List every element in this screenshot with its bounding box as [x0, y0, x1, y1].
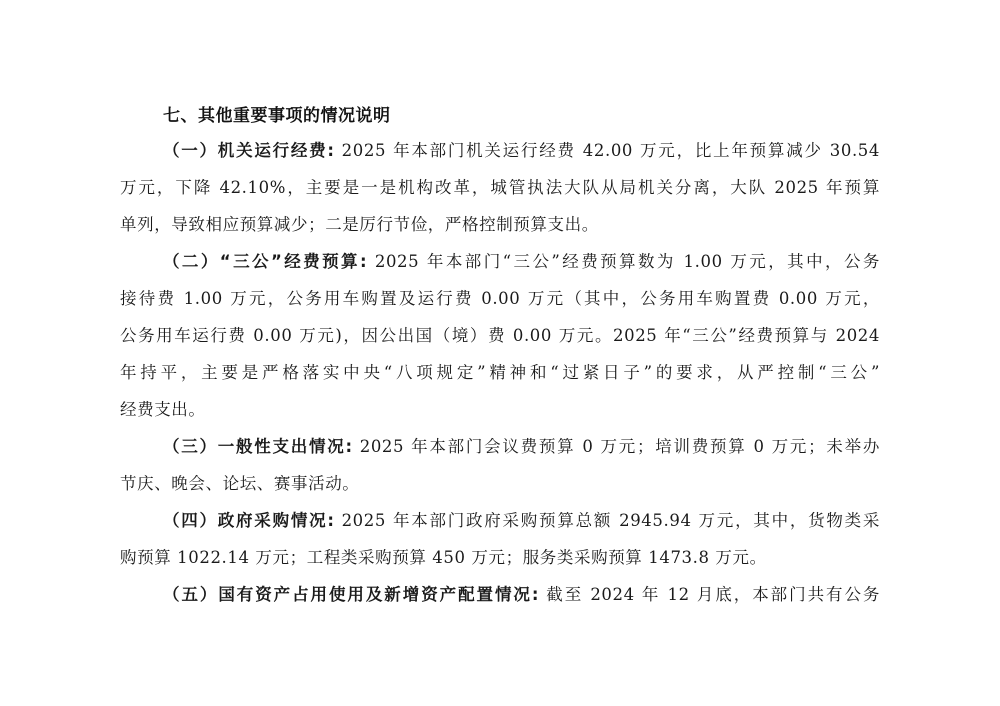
paragraph-3-text: 2025 年本部门会议费预算 0 万元；培训费预算 0 万元；未举办 [352, 437, 880, 456]
paragraph-4-text: 2025 年本部门政府采购预算总额 2945.94 万元，其中，货物类采 [334, 511, 880, 530]
paragraph-2-line-5: 经费支出。 [120, 400, 206, 419]
paragraph-2-line-2: 接待费 1.00 万元，公务用车购置及运行费 0.00 万元（其中，公务用车购置费 0.00 万元， [120, 289, 880, 308]
paragraph-2-line-3: 公务用车运行费 0.00 万元)，因公出国（境）费 0.00 万元。2025 年“三公”经费预算与 2024 [120, 326, 880, 345]
paragraph-2-text: 2025 年本部门“三公”经费预算数为 1.00 万元，其中，公务 [367, 252, 880, 271]
paragraph-4-line-1 [163, 509, 880, 533]
paragraph-1-line-1 [163, 139, 880, 163]
paragraph-4-lead: （四）政府采购情况: [163, 511, 335, 530]
paragraph-5-lead: （五）国有资产占用使用及新增资产配置情况: [163, 585, 540, 604]
paragraph-2-lead: （二）“三公”经费预算: [163, 252, 368, 271]
paragraph-3-line-2: 节庆、晚会、论坛、赛事活动。 [120, 474, 360, 493]
paragraph-2-line-1 [163, 250, 880, 274]
paragraph-1-line-2: 万元，下降 42.10%，主要是一是机构改革，城管执法大队从局机关分离，大队 2025 年预算 [120, 178, 880, 197]
paragraph-5-text: 截至 2024 年 12 月底，本部门共有公务 [539, 585, 880, 604]
paragraph-1-lead: （一）机关运行经费: [163, 141, 335, 160]
paragraph-1-line-3: 单列，导致相应预算减少；二是厉行节俭，严格控制预算支出。 [120, 215, 599, 234]
paragraph-1-text: 2025 年本部门机关运行经费 42.00 万元，比上年预算减少 30.54 [334, 141, 880, 160]
paragraph-2-line-4: 年持平，主要是严格落实中央“八项规定”精神和“过紧日子”的要求，从严控制“三公” [120, 363, 880, 382]
paragraph-3-lead: （三）一般性支出情况: [163, 437, 353, 456]
paragraph-4-line-2: 购预算 1022.14 万元；工程类采购预算 450 万元；服务类采购预算 1473.8 万元。 [120, 548, 767, 567]
section-heading: 七、其他重要事项的情况说明 [163, 106, 391, 126]
paragraph-5-line-1 [163, 583, 880, 607]
paragraph-3-line-1 [163, 435, 880, 459]
